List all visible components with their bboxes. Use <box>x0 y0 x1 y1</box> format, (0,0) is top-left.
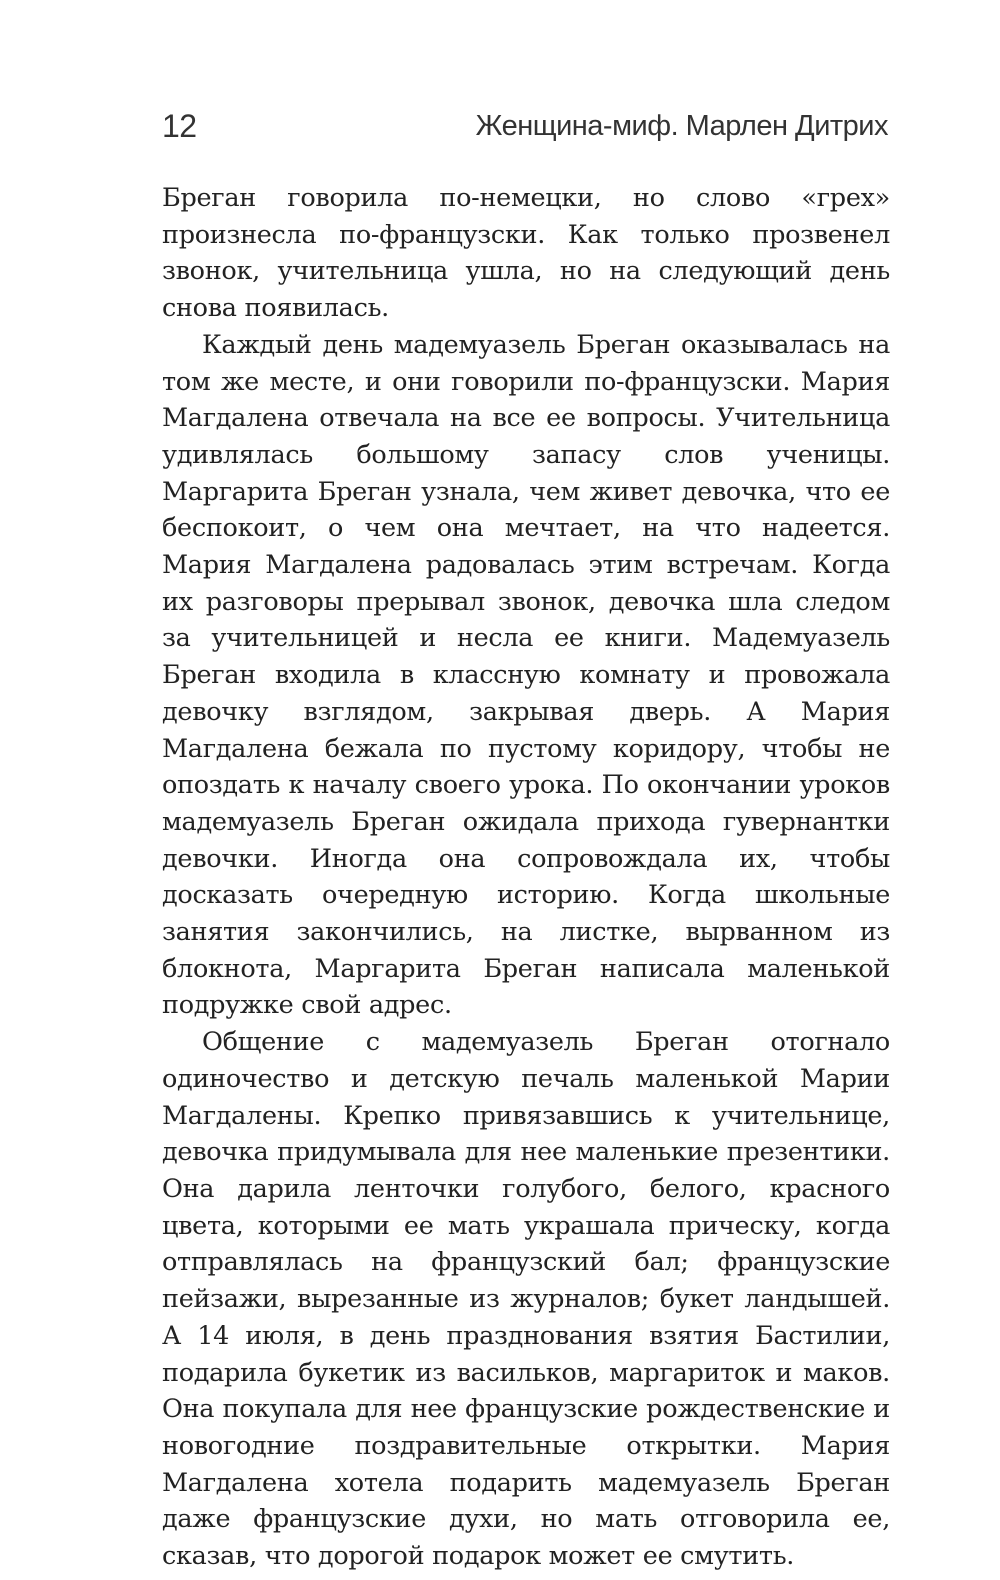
running-head <box>162 108 888 148</box>
body-text <box>162 180 890 1575</box>
running-title: Женщина-миф. Марлен Дитрих <box>475 110 888 142</box>
paragraph: Каждый день мадемуазель Бреган оказывалась на том же месте, и они говорили по-французски. Мария Магдалена отвечала на все ее вопросы. Учительница удивлялась большому запасу слов ученицы. Маргарита Бреган узнала, чем живет девочка, что ее беспокоит, о чем она мечтает, на что надеется. Мария Магдалена радовалась этим встречам. Когда их разговоры прерывал звонок, девочка шла следом за учительницей и несла ее книги. Мадемуазель Бреган входила в классную комнату и провожала девочку взглядом, закрывая дверь. А Мария Магдалена бежала по пустому коридору, чтобы не опоздать к началу своего урока. По окончании уроков мадемуазель Бреган ожидала прихода гувернантки девочки. Иногда она сопровождала их, чтобы досказать очередную историю. Когда школьные занятия закончились, на листке, вырванном из блокнота, Маргарита Бреган написала маленькой подружке свой адрес. <box>162 329 890 1021</box>
paragraph: Общение с мадемуазель Бреган отогнало одиночество и детскую печаль маленькой Марии Магдалены. Крепко привязавшись к учительнице, девочка придумывала для нее маленькие презентики. Она дарила ленточки голубого, белого, красного цвета, которыми ее мать украшала прическу, когда отправлялась на французский бал; французские пейзажи, вырезанные из журналов; букет ландышей. А 14 июля, в день празднования взятия Бастилии, подарила букетик из васильков, маргариток и маков. Она покупала для нее французские рождественские и новогодние поздравительные открытки. Мария Магдалена хотела подарить мадемуазель Бреган даже французские духи, но мать отговорила ее, сказав, что дорогой подарок может ее смутить. <box>162 1027 890 1572</box>
paragraph-continued: Бреган говорила по-немецки, но слово «грех» произнесла по-французски. Как только прозвенел звонок, учительница ушла, но на следующий день снова появилась. <box>162 183 890 324</box>
page-number: 12 <box>162 108 197 144</box>
